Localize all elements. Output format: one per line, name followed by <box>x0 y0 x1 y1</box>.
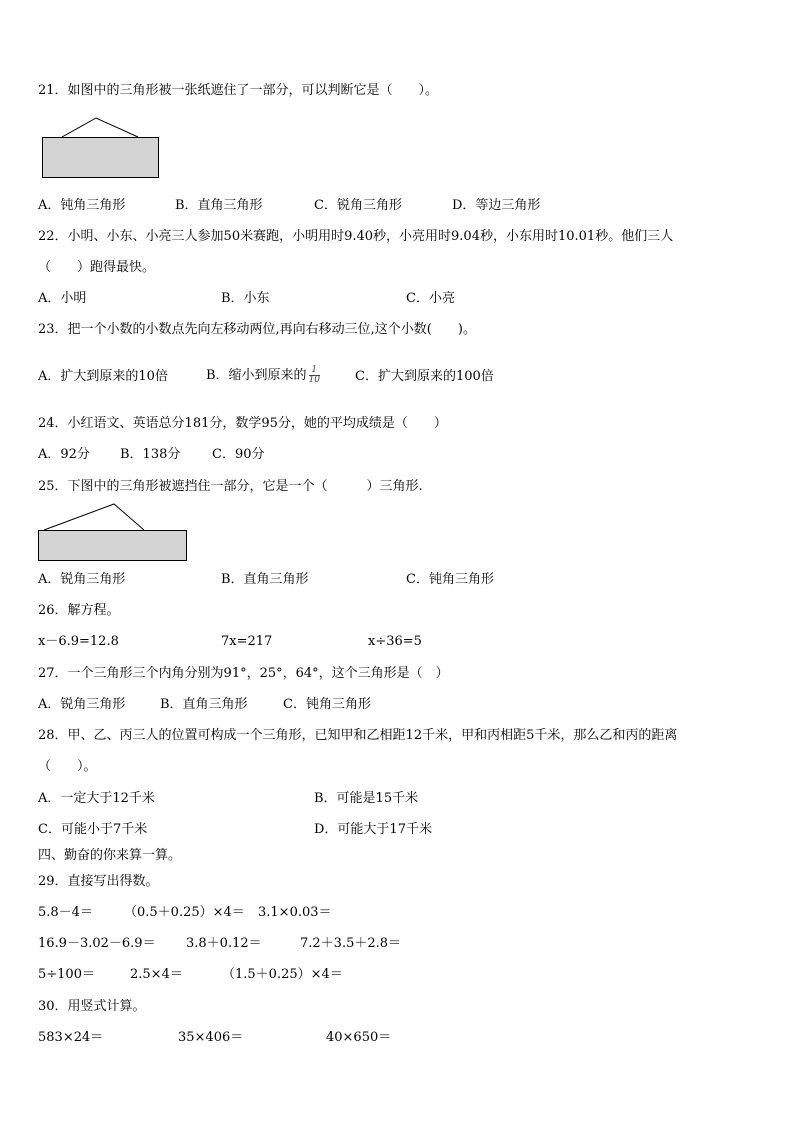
q29-item: 5÷100＝ <box>38 967 95 982</box>
q24-stem: 24．小红语文、英语总分181分，数学95分，她的平均成绩是（ ） <box>38 416 447 431</box>
q29-item: 2.5×4＝ <box>130 967 183 982</box>
q28-option-c[interactable]: C．可能小于7千米 <box>38 822 148 837</box>
q23-option-b-text: B．缩小到原来的 <box>206 367 307 383</box>
q23-stem: 23．把一个小数的小数点先向左移动两位,再向右移动三位,这个小数( )。 <box>38 322 476 337</box>
q21-triangle-figure <box>40 116 162 180</box>
q29-item: 3.8＋0.12＝ <box>186 936 262 951</box>
q25-triangle-figure <box>36 502 190 564</box>
q30-item: 583×24＝ <box>38 1030 104 1045</box>
q29-item: 3.1×0.03＝ <box>258 905 332 920</box>
section-4-title: 四、勤奋的你来算一算。 <box>38 848 182 863</box>
q23-option-b[interactable] <box>206 366 322 385</box>
fraction-numerator: 1 <box>311 365 318 375</box>
q29-item: （1.5＋0.25）×4＝ <box>222 967 343 982</box>
q30-item: 40×650＝ <box>326 1030 392 1045</box>
q28-stem: 28．甲、乙、丙三人的位置可构成一个三角形，已知甲和乙相距12千米，甲和丙相距5千米，那么乙和丙的距离 <box>38 728 678 743</box>
q26-equation-1: x－6.9=12.8 <box>38 634 119 649</box>
q28-stem-cont: （ ）。 <box>38 759 97 774</box>
q22-option-b[interactable]: B．小东 <box>221 291 270 306</box>
q21-option-a[interactable]: A．钝角三角形 <box>38 198 126 213</box>
q28-option-d[interactable]: D．可能大于17千米 <box>314 822 432 837</box>
q22-option-a[interactable]: A．小明 <box>38 291 87 306</box>
q27-option-b[interactable]: B．直角三角形 <box>160 697 248 712</box>
q26-stem: 26．解方程。 <box>38 603 120 618</box>
q23-option-b-fraction <box>309 366 320 385</box>
q25-option-a[interactable]: A．锐角三角形 <box>38 572 126 587</box>
q21-option-b[interactable]: B．直角三角形 <box>175 198 263 213</box>
q23-option-a[interactable]: A．扩大到原来的10倍 <box>38 369 168 384</box>
q21-option-c[interactable]: C．锐角三角形 <box>314 198 402 213</box>
q26-equation-3: x÷36=5 <box>368 634 422 649</box>
q23-option-c[interactable]: C．扩大到原来的100倍 <box>355 369 494 384</box>
q28-option-b[interactable]: B．可能是15千米 <box>314 791 419 806</box>
q22-option-c[interactable]: C．小亮 <box>406 291 455 306</box>
q21-stem: 21．如图中的三角形被一张纸遮住了一部分，可以判断它是（ ）。 <box>38 83 439 98</box>
q24-option-c[interactable]: C．90分 <box>212 447 265 462</box>
q28-option-a[interactable]: A．一定大于12千米 <box>38 791 155 806</box>
q29-item: 5.8－4＝ <box>38 905 93 920</box>
q29-stem: 29．直接写出得数。 <box>38 874 159 889</box>
q22-stem-cont: （ ）跑得最快。 <box>38 260 156 275</box>
q22-stem: 22．小明、小东、小亮三人参加50米赛跑，小明用时9.40秒，小亮用时9.04秒，小东用时10.01秒。他们三人 <box>38 229 674 244</box>
q24-option-b[interactable]: B．138分 <box>120 447 181 462</box>
q27-option-a[interactable]: A．锐角三角形 <box>38 697 126 712</box>
q30-item: 35×406＝ <box>178 1030 244 1045</box>
q25-option-c[interactable]: C．钝角三角形 <box>406 572 494 587</box>
q29-item: 7.2＋3.5＋2.8＝ <box>300 936 402 951</box>
fraction-denominator: 10 <box>308 375 321 385</box>
q21-option-d[interactable]: D．等边三角形 <box>452 198 541 213</box>
q29-item: （0.5＋0.25）×4＝ <box>124 905 245 920</box>
q25-option-b[interactable]: B．直角三角形 <box>221 572 309 587</box>
q25-stem: 25．下图中的三角形被遮挡住一部分，它是一个（ ）三角形. <box>38 479 423 494</box>
q29-item: 16.9－3.02－6.9＝ <box>38 936 156 951</box>
q30-stem: 30．用竖式计算。 <box>38 999 146 1014</box>
q27-stem: 27．一个三角形三个内角分别为91°，25°，64°，这个三角形是（ ） <box>38 666 449 681</box>
q24-option-a[interactable]: A．92分 <box>38 447 90 462</box>
q27-option-c[interactable]: C．钝角三角形 <box>283 697 371 712</box>
q26-equation-2: 7x=217 <box>221 634 273 649</box>
